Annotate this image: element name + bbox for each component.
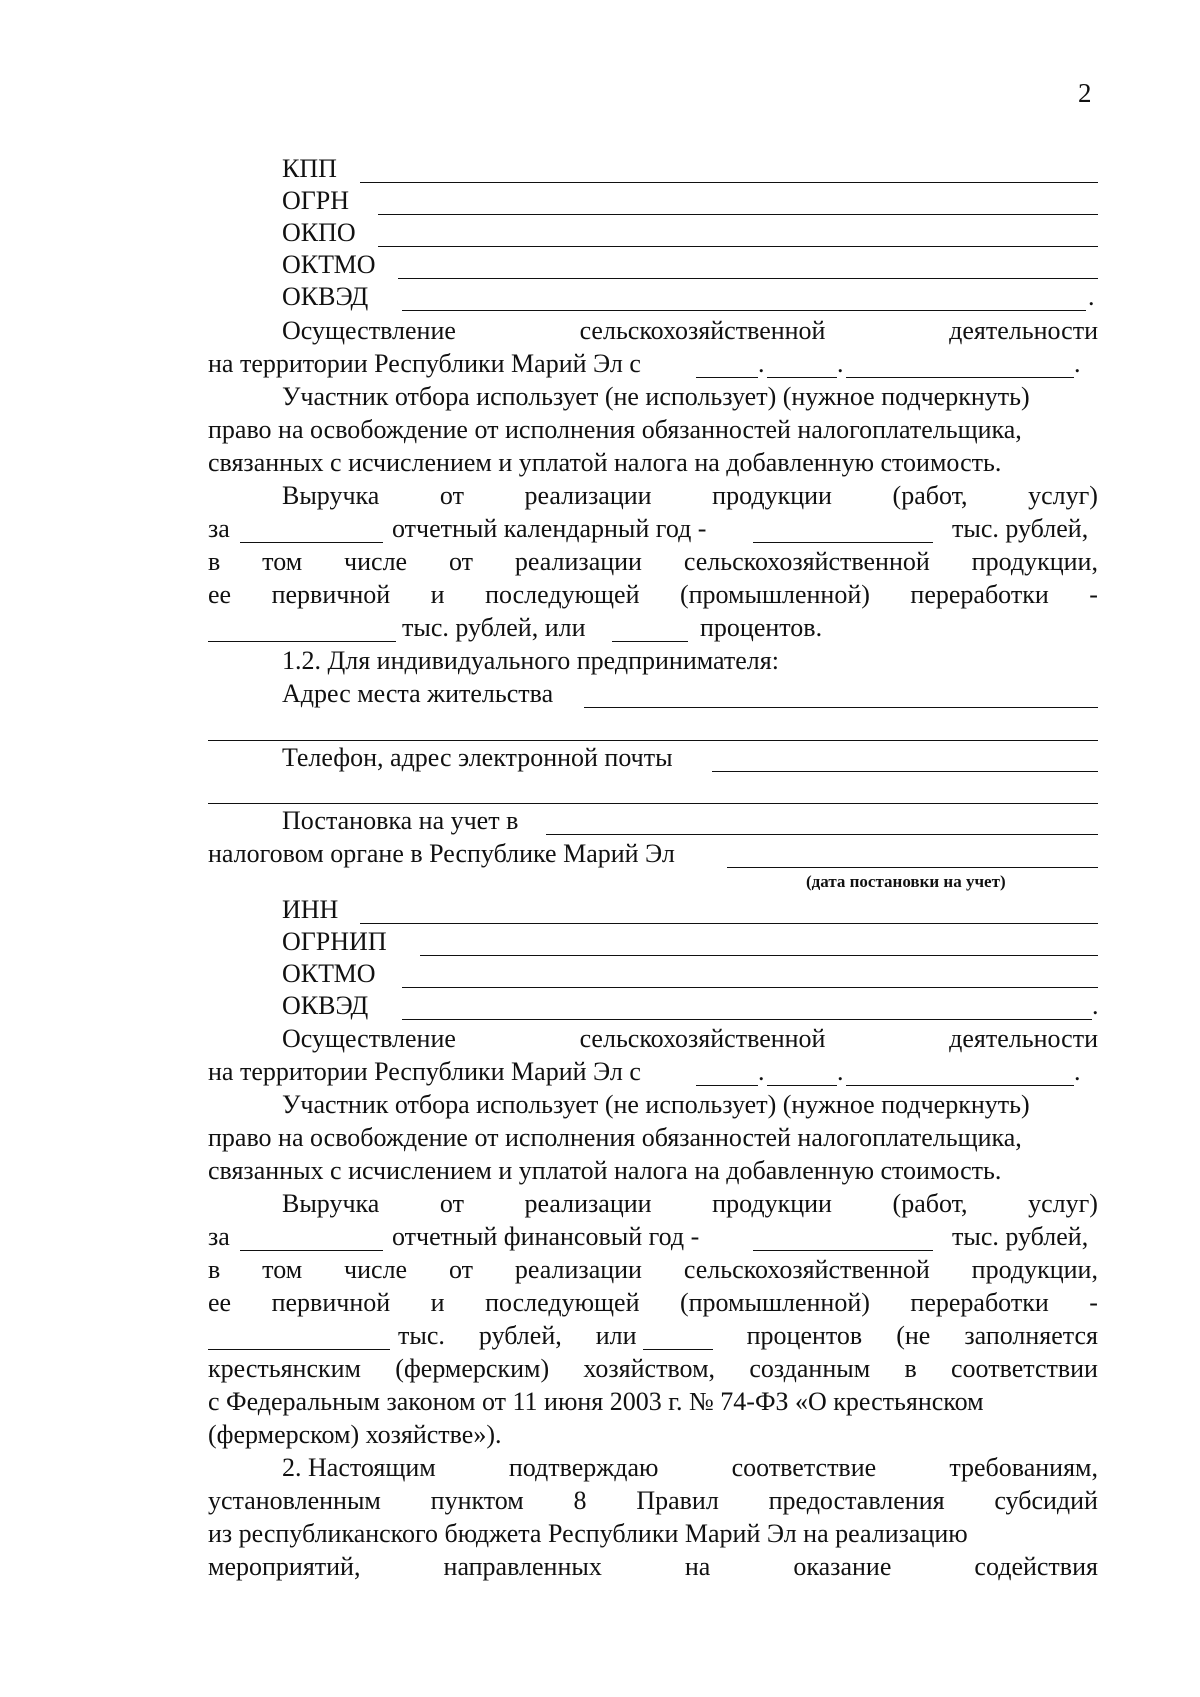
phone-email-field[interactable] bbox=[712, 771, 1098, 772]
farm-line bbox=[208, 1352, 1098, 1386]
law-line: с Федеральным законом от 11 июня 2003 г. № 74-ФЗ «О крестьянском bbox=[208, 1387, 984, 1416]
word: деятельности bbox=[949, 316, 1098, 345]
word: Выручка bbox=[282, 1189, 380, 1218]
thous-or-text: тыс. рублей, или bbox=[402, 613, 586, 642]
processing-line bbox=[208, 578, 1098, 612]
word: ее bbox=[208, 1288, 232, 1317]
okpo-label: ОКПО bbox=[282, 218, 356, 247]
word: требованиям, bbox=[949, 1453, 1098, 1482]
okved-row bbox=[0, 989, 1200, 1023]
word: первичной bbox=[271, 1288, 391, 1317]
word: реализации bbox=[524, 481, 652, 510]
dot: . bbox=[758, 349, 765, 378]
word: соответствии bbox=[951, 1354, 1098, 1383]
okpo-row bbox=[0, 216, 1200, 250]
territory-row bbox=[0, 347, 1200, 381]
word: направленных bbox=[443, 1552, 602, 1581]
percent-field[interactable] bbox=[612, 641, 688, 642]
start-day-field[interactable] bbox=[696, 377, 758, 378]
word: (фермерским) bbox=[395, 1354, 550, 1383]
word: или bbox=[595, 1321, 637, 1350]
word: числе bbox=[344, 1255, 408, 1284]
word: субсидий bbox=[994, 1486, 1098, 1515]
revenue-amount-row bbox=[0, 512, 1200, 546]
start-year-field[interactable] bbox=[846, 377, 1074, 378]
word: 8 bbox=[573, 1486, 587, 1515]
year-text: отчетный финансовый год - bbox=[392, 1222, 700, 1251]
word: от bbox=[439, 1189, 464, 1218]
tax-authority-field[interactable] bbox=[546, 834, 1098, 835]
word: - bbox=[1089, 1288, 1098, 1317]
word: рублей, bbox=[478, 1321, 562, 1350]
dot: . bbox=[1074, 349, 1081, 378]
oktmo-field[interactable] bbox=[402, 987, 1098, 988]
tax-reg-label: Постановка на учет в bbox=[282, 806, 519, 835]
word: процентов bbox=[746, 1321, 863, 1350]
word: оказание bbox=[793, 1552, 892, 1581]
word: том bbox=[262, 1255, 303, 1284]
ogrnip-field[interactable] bbox=[420, 955, 1098, 956]
word: Правил bbox=[636, 1486, 719, 1515]
word: - bbox=[1089, 580, 1098, 609]
word: заполняется bbox=[964, 1321, 1098, 1350]
confirm-line-3: из республиканского бюджета Республики Марий Эл на реализацию bbox=[208, 1519, 968, 1548]
okpo-field[interactable] bbox=[378, 246, 1098, 247]
revenue-amount-row bbox=[0, 1220, 1200, 1254]
word: сельскохозяйственной bbox=[683, 1255, 930, 1284]
word: от bbox=[439, 481, 464, 510]
ogrn-row bbox=[0, 184, 1200, 218]
word: ее bbox=[208, 580, 232, 609]
period: . bbox=[1092, 991, 1099, 1020]
word: реализации bbox=[514, 547, 642, 576]
phone-label: Телефон, адрес электронной почты bbox=[282, 743, 673, 772]
year-field[interactable] bbox=[240, 1250, 383, 1251]
inn-row bbox=[0, 893, 1200, 927]
tax-reg-date-hint: (дата постановки на учет) bbox=[806, 872, 1006, 891]
start-day-field[interactable] bbox=[696, 1085, 758, 1086]
address-row bbox=[0, 677, 1200, 711]
vat-line-3: связанных с исчислением и уплатой налога на добавленную стоимость. bbox=[208, 1156, 1002, 1185]
tax-reg-date-field[interactable] bbox=[727, 867, 1098, 868]
revenue-line bbox=[282, 479, 1098, 513]
percent-text: процентов. bbox=[700, 613, 823, 642]
start-month-field[interactable] bbox=[767, 1085, 837, 1086]
okved-field[interactable] bbox=[402, 1019, 1092, 1020]
word: тыс. bbox=[398, 1321, 445, 1350]
phone-row bbox=[0, 741, 1200, 775]
word: переработки bbox=[910, 1288, 1049, 1317]
vat-line-3: связанных с исчислением и уплатой налога на добавленную стоимость. bbox=[208, 448, 1002, 477]
revenue-field[interactable] bbox=[753, 1250, 933, 1251]
ogrn-label: ОГРН bbox=[282, 186, 350, 215]
word: сельскохозяйственной bbox=[579, 316, 826, 345]
inn-field[interactable] bbox=[360, 923, 1098, 924]
word: услуг) bbox=[1028, 1189, 1098, 1218]
confirm-line-1 bbox=[282, 1451, 1098, 1485]
vat-line-1: Участник отбора использует (не использует) (нужное подчеркнуть) bbox=[282, 382, 1030, 411]
dot: . bbox=[1074, 1057, 1081, 1086]
ogrn-field[interactable] bbox=[378, 214, 1098, 215]
za-text: за bbox=[208, 514, 230, 543]
thous-text: тыс. рублей, bbox=[952, 514, 1089, 543]
address-label: Адрес места жительства bbox=[282, 679, 554, 708]
activity-line bbox=[282, 1022, 1098, 1056]
tax-reg-date-row bbox=[0, 837, 1200, 871]
section-heading: 1.2. Для индивидуального предпринимателя: bbox=[282, 646, 779, 675]
word: Осуществление bbox=[282, 1024, 456, 1053]
word: и bbox=[430, 580, 445, 609]
dot: . bbox=[837, 1057, 844, 1086]
start-year-field[interactable] bbox=[846, 1085, 1074, 1086]
dot: . bbox=[758, 1057, 765, 1086]
word: на bbox=[684, 1552, 711, 1581]
percent-line bbox=[398, 1319, 1098, 1353]
word: соответствие bbox=[731, 1453, 877, 1482]
word: продукции, bbox=[971, 547, 1098, 576]
ogrnip-label: ОГРНИП bbox=[282, 927, 387, 956]
word: услуг) bbox=[1028, 481, 1098, 510]
oktmo-row bbox=[0, 957, 1200, 991]
okved-label: ОКВЭД bbox=[282, 282, 369, 311]
tax-authority-label: налоговом органе в Республике Марий Эл bbox=[208, 839, 675, 868]
page-number: 2 bbox=[1078, 78, 1092, 108]
word: пунктом bbox=[430, 1486, 524, 1515]
percent-row bbox=[0, 611, 1200, 645]
year-text: отчетный календарный год - bbox=[392, 514, 707, 543]
word: (промышленной) bbox=[679, 1288, 870, 1317]
okved-field[interactable] bbox=[402, 310, 1086, 311]
confirm-line-2 bbox=[208, 1484, 1098, 1518]
word: созданным bbox=[749, 1354, 871, 1383]
word: сельскохозяйственной bbox=[683, 547, 930, 576]
kpp-row bbox=[0, 152, 1200, 186]
word: от bbox=[448, 1255, 474, 1284]
word: подтверждаю bbox=[508, 1453, 659, 1482]
za-text: за bbox=[208, 1222, 230, 1251]
okved-label: ОКВЭД bbox=[282, 991, 369, 1020]
including-line bbox=[208, 1253, 1098, 1287]
word: деятельности bbox=[949, 1024, 1098, 1053]
word: 2. Настоящим bbox=[282, 1453, 436, 1482]
oktmo-row bbox=[0, 248, 1200, 282]
word: в bbox=[904, 1354, 917, 1383]
ogrnip-row bbox=[0, 925, 1200, 959]
word: (работ, bbox=[892, 1189, 968, 1218]
word: последующей bbox=[485, 580, 640, 609]
word: установленным bbox=[208, 1486, 381, 1515]
address-field[interactable] bbox=[584, 707, 1098, 708]
including-line bbox=[208, 545, 1098, 579]
word: продукции bbox=[712, 1189, 832, 1218]
vat-line-2: право на освобождение от исполнения обязанностей налогоплательщика, bbox=[208, 1123, 1022, 1152]
oktmo-label: ОКТМО bbox=[282, 250, 376, 279]
word: хозяйством, bbox=[583, 1354, 716, 1383]
inn-label: ИНН bbox=[282, 895, 339, 924]
word: последующей bbox=[485, 1288, 640, 1317]
law-end-line: (фермерском) хозяйстве»). bbox=[208, 1420, 502, 1449]
thous-text: тыс. рублей, bbox=[952, 1222, 1089, 1251]
word: Выручка bbox=[282, 481, 380, 510]
word: сельскохозяйственной bbox=[579, 1024, 826, 1053]
word: от bbox=[448, 547, 474, 576]
word: продукции bbox=[712, 481, 832, 510]
word: (не bbox=[896, 1321, 931, 1350]
dot: . bbox=[837, 349, 844, 378]
tax-reg-row bbox=[0, 804, 1200, 838]
kpp-field[interactable] bbox=[360, 182, 1098, 183]
vat-line-2: право на освобождение от исполнения обязанностей налогоплательщика, bbox=[208, 415, 1022, 444]
agri-revenue-field[interactable] bbox=[208, 641, 396, 642]
word: (промышленной) bbox=[679, 580, 870, 609]
start-month-field[interactable] bbox=[767, 377, 837, 378]
territory-row bbox=[0, 1055, 1200, 1089]
word: крестьянским bbox=[208, 1354, 361, 1383]
word: мероприятий, bbox=[208, 1552, 361, 1581]
okved-row bbox=[0, 280, 1200, 314]
oktmo-field[interactable] bbox=[398, 278, 1098, 279]
word: реализации bbox=[524, 1189, 652, 1218]
revenue-line bbox=[282, 1187, 1098, 1221]
activity-line bbox=[282, 314, 1098, 348]
word: в bbox=[208, 547, 221, 576]
processing-line bbox=[208, 1286, 1098, 1320]
territory-text: на территории Республики Марий Эл с bbox=[208, 1057, 641, 1086]
word: том bbox=[262, 547, 303, 576]
word: содействия bbox=[974, 1552, 1098, 1581]
vat-line-1: Участник отбора использует (не использует) (нужное подчеркнуть) bbox=[282, 1090, 1030, 1119]
kpp-label: КПП bbox=[282, 154, 337, 183]
word: в bbox=[208, 1255, 221, 1284]
confirm-line-4 bbox=[208, 1550, 1098, 1584]
word: предоставления bbox=[768, 1486, 945, 1515]
word: числе bbox=[344, 547, 408, 576]
year-field[interactable] bbox=[240, 542, 383, 543]
word: реализации bbox=[514, 1255, 642, 1284]
territory-text: на территории Республики Марий Эл с bbox=[208, 349, 641, 378]
word: и bbox=[430, 1288, 445, 1317]
revenue-field[interactable] bbox=[753, 542, 933, 543]
word: переработки bbox=[910, 580, 1049, 609]
word: (работ, bbox=[892, 481, 968, 510]
oktmo-label: ОКТМО bbox=[282, 959, 376, 988]
word: первичной bbox=[271, 580, 391, 609]
period: . bbox=[1088, 282, 1095, 311]
word: Осуществление bbox=[282, 316, 456, 345]
agri-revenue-field[interactable] bbox=[208, 1349, 390, 1350]
word: продукции, bbox=[971, 1255, 1098, 1284]
